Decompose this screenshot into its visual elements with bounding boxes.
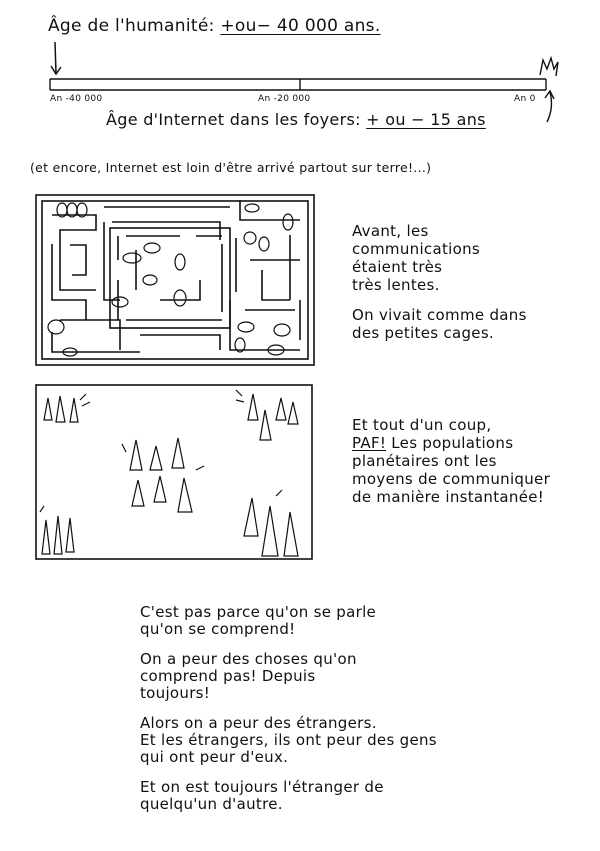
- paf-exclamation: PAF!: [352, 434, 387, 452]
- up-arrow-icon: [545, 91, 554, 122]
- closing-line: Et on est toujours l'étranger de: [140, 778, 384, 796]
- panel1-line: On vivait comme dans: [352, 306, 527, 324]
- closing-line: On a peur des choses qu'on: [140, 650, 357, 668]
- panel2-line: planétaires ont les: [352, 452, 497, 470]
- figure-group-center: [122, 438, 204, 512]
- panel2-line: Les populations: [386, 434, 514, 452]
- panel2-line: Et tout d'un coup,: [352, 416, 492, 434]
- internet-age-value: + ou − 15 ans: [366, 110, 486, 129]
- closing-line: toujours!: [140, 684, 211, 702]
- humanity-age-heading: [48, 16, 381, 36]
- down-arrow-icon: [51, 42, 61, 74]
- figure-group-bottomright: [244, 490, 298, 556]
- closing-line: Alors on a peur des étrangers.: [140, 714, 377, 732]
- timeline-tick-end: An 0: [514, 94, 536, 104]
- closing-line: C'est pas parce qu'on se parle: [140, 603, 377, 621]
- panel1-line: des petites cages.: [352, 324, 494, 342]
- internet-age-label: Âge d'Internet dans les foyers:: [106, 110, 361, 129]
- mouse-figures-maze: [48, 203, 293, 356]
- figure-group-bottomleft: [40, 506, 74, 554]
- closing-line: quelqu'un d'autre.: [140, 795, 283, 813]
- panel2-line: de manière instantanée!: [352, 488, 545, 506]
- timeline-bar: [50, 79, 546, 90]
- panel1-line: communications: [352, 240, 481, 258]
- timeline-tick-start: An -40 000: [50, 94, 103, 104]
- panel2-line: moyens de communiquer: [352, 470, 551, 488]
- open-panel: [36, 385, 312, 559]
- panel1-line: Avant, les: [352, 222, 429, 240]
- closing-line: Et les étrangers, ils ont peur des gens: [140, 731, 437, 749]
- crown-icon: [540, 58, 558, 76]
- humanity-age-label: Âge de l'humanité:: [48, 16, 215, 36]
- panel2-caption: [352, 416, 550, 506]
- figure-group-topright: [236, 390, 298, 440]
- panel1-line: très lentes.: [352, 276, 440, 294]
- figure-group-topleft: [44, 394, 90, 422]
- maze-panel: [36, 195, 314, 365]
- humanity-age-value: +ou− 40 000 ans.: [220, 16, 381, 36]
- panel1-line: étaient très: [352, 258, 443, 276]
- internet-age-heading: [106, 110, 486, 129]
- closing-line: comprend pas! Depuis: [140, 667, 316, 685]
- panel1-caption: [352, 222, 527, 354]
- closing-line: qui ont peur d'eux.: [140, 748, 289, 766]
- closing-line: qu'on se comprend!: [140, 620, 296, 638]
- footnote-text: (et encore, Internet est loin d'être arrivé partout sur terre!...): [30, 160, 432, 175]
- closing-text: [140, 604, 437, 826]
- timeline-tick-middle: An -20 000: [258, 94, 311, 104]
